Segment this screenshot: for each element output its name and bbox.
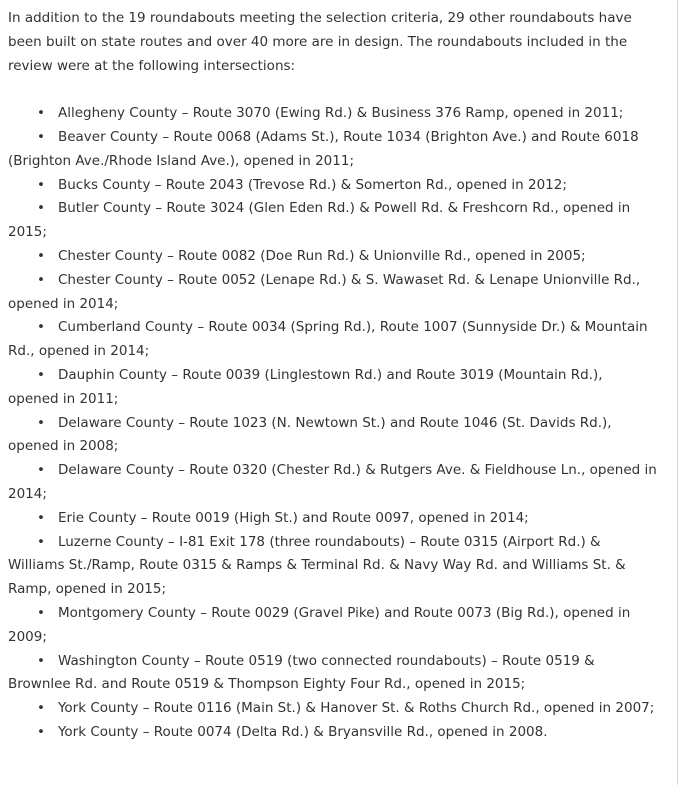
list-item [8, 459, 657, 507]
bullet-icon: • [37, 723, 45, 740]
bullet-icon: • [37, 176, 45, 193]
list-item [8, 197, 657, 245]
list-item [8, 102, 657, 126]
list-item [8, 316, 657, 364]
list-item [8, 269, 657, 317]
bullet-icon: • [37, 414, 45, 431]
list-item-text: Delaware County – Route 0320 (Chester Rd.) & Rutgers Ave. & Fieldhouse Ln., opened in 2014; [8, 462, 657, 502]
list-item-text: Montgomery County – Route 0029 (Gravel Pike) and Route 0073 (Big Rd.), opened in 2009; [8, 604, 631, 645]
list-item-text: Luzerne County – I-81 Exit 178 (three roundabouts) – Route 0315 (Airport Rd.) & Williams St./Ramp, Route 0315 & Ramps & Terminal Rd. & Navy Way Rd. and Williams St. & Ramp, opened in 2015; [8, 533, 626, 598]
bullet-icon: • [37, 247, 45, 264]
list-item [8, 126, 657, 174]
bullet-icon: • [37, 319, 45, 336]
roundabout-list [8, 102, 657, 745]
bullet-icon: • [37, 533, 45, 550]
list-item-text: Washington County – Route 0519 (two connected roundabouts) – Route 0519 & Brownlee Rd. and Route 0519 & Thompson Eighty Four Rd., opened in 2015; [8, 652, 595, 693]
bullet-icon: • [37, 462, 45, 479]
bullet-icon: • [37, 652, 45, 669]
list-item [8, 531, 657, 602]
list-item-text: Bucks County – Route 2043 (Trevose Rd.) & Somerton Rd., opened in 2012; [57, 176, 567, 193]
list-item [8, 721, 657, 745]
list-item [8, 245, 657, 269]
list-item [8, 174, 657, 198]
list-item [8, 697, 657, 721]
list-item [8, 602, 657, 650]
list-item-text: York County – Route 0074 (Delta Rd.) & Bryansville Rd., opened in 2008. [57, 723, 548, 740]
list-item-text: Beaver County – Route 0068 (Adams St.), Route 1034 (Brighton Ave.) and Route 6018 (Brighton Ave./Rhode Island Ave.), opened in 2011; [8, 128, 639, 169]
list-item-text: Chester County – Route 0082 (Doe Run Rd.) & Unionville Rd., opened in 2005; [57, 247, 586, 264]
list-item [8, 650, 657, 698]
list-item-text: Dauphin County – Route 0039 (Linglestown Rd.) and Route 3019 (Mountain Rd.), opened in 2011; [8, 366, 603, 407]
bullet-icon: • [37, 509, 45, 526]
list-item-text: Chester County – Route 0052 (Lenape Rd.) & S. Wawaset Rd. & Lenape Unionville Rd., opened in 2014; [8, 271, 641, 312]
intro-paragraph: In addition to the 19 roundabouts meeting the selection criteria, 29 other roundabouts have been built on state routes and over 40 more are in design. The roundabouts included in the review were at the following intersections: [8, 10, 632, 74]
list-item-text: Cumberland County – Route 0034 (Spring Rd.), Route 1007 (Sunnyside Dr.) & Mountain Rd., opened in 2014; [8, 319, 648, 360]
list-item-text: Delaware County – Route 1023 (N. Newtown St.) and Route 1046 (St. Davids Rd.), opened in 2008; [8, 414, 612, 455]
bullet-icon: • [37, 271, 45, 288]
bullet-icon: • [37, 200, 45, 217]
bullet-icon: • [37, 105, 45, 122]
list-item-text: Butler County – Route 3024 (Glen Eden Rd.) & Powell Rd. & Freshcorn Rd., opened in 2015; [8, 200, 631, 241]
bullet-icon: • [37, 366, 45, 383]
list-item-text: Erie County – Route 0019 (High St.) and Route 0097, opened in 2014; [57, 509, 529, 526]
bullet-icon: • [37, 128, 45, 145]
list-item [8, 412, 657, 460]
list-item [8, 507, 657, 531]
list-item [8, 364, 657, 412]
list-item-text: Allegheny County – Route 3070 (Ewing Rd.) & Business 376 Ramp, opened in 2011; [57, 105, 624, 122]
list-item-text: York County – Route 0116 (Main St.) & Hanover St. & Roths Church Rd., opened in 2007; [57, 700, 655, 717]
bullet-icon: • [37, 604, 45, 621]
bullet-icon: • [37, 700, 45, 717]
